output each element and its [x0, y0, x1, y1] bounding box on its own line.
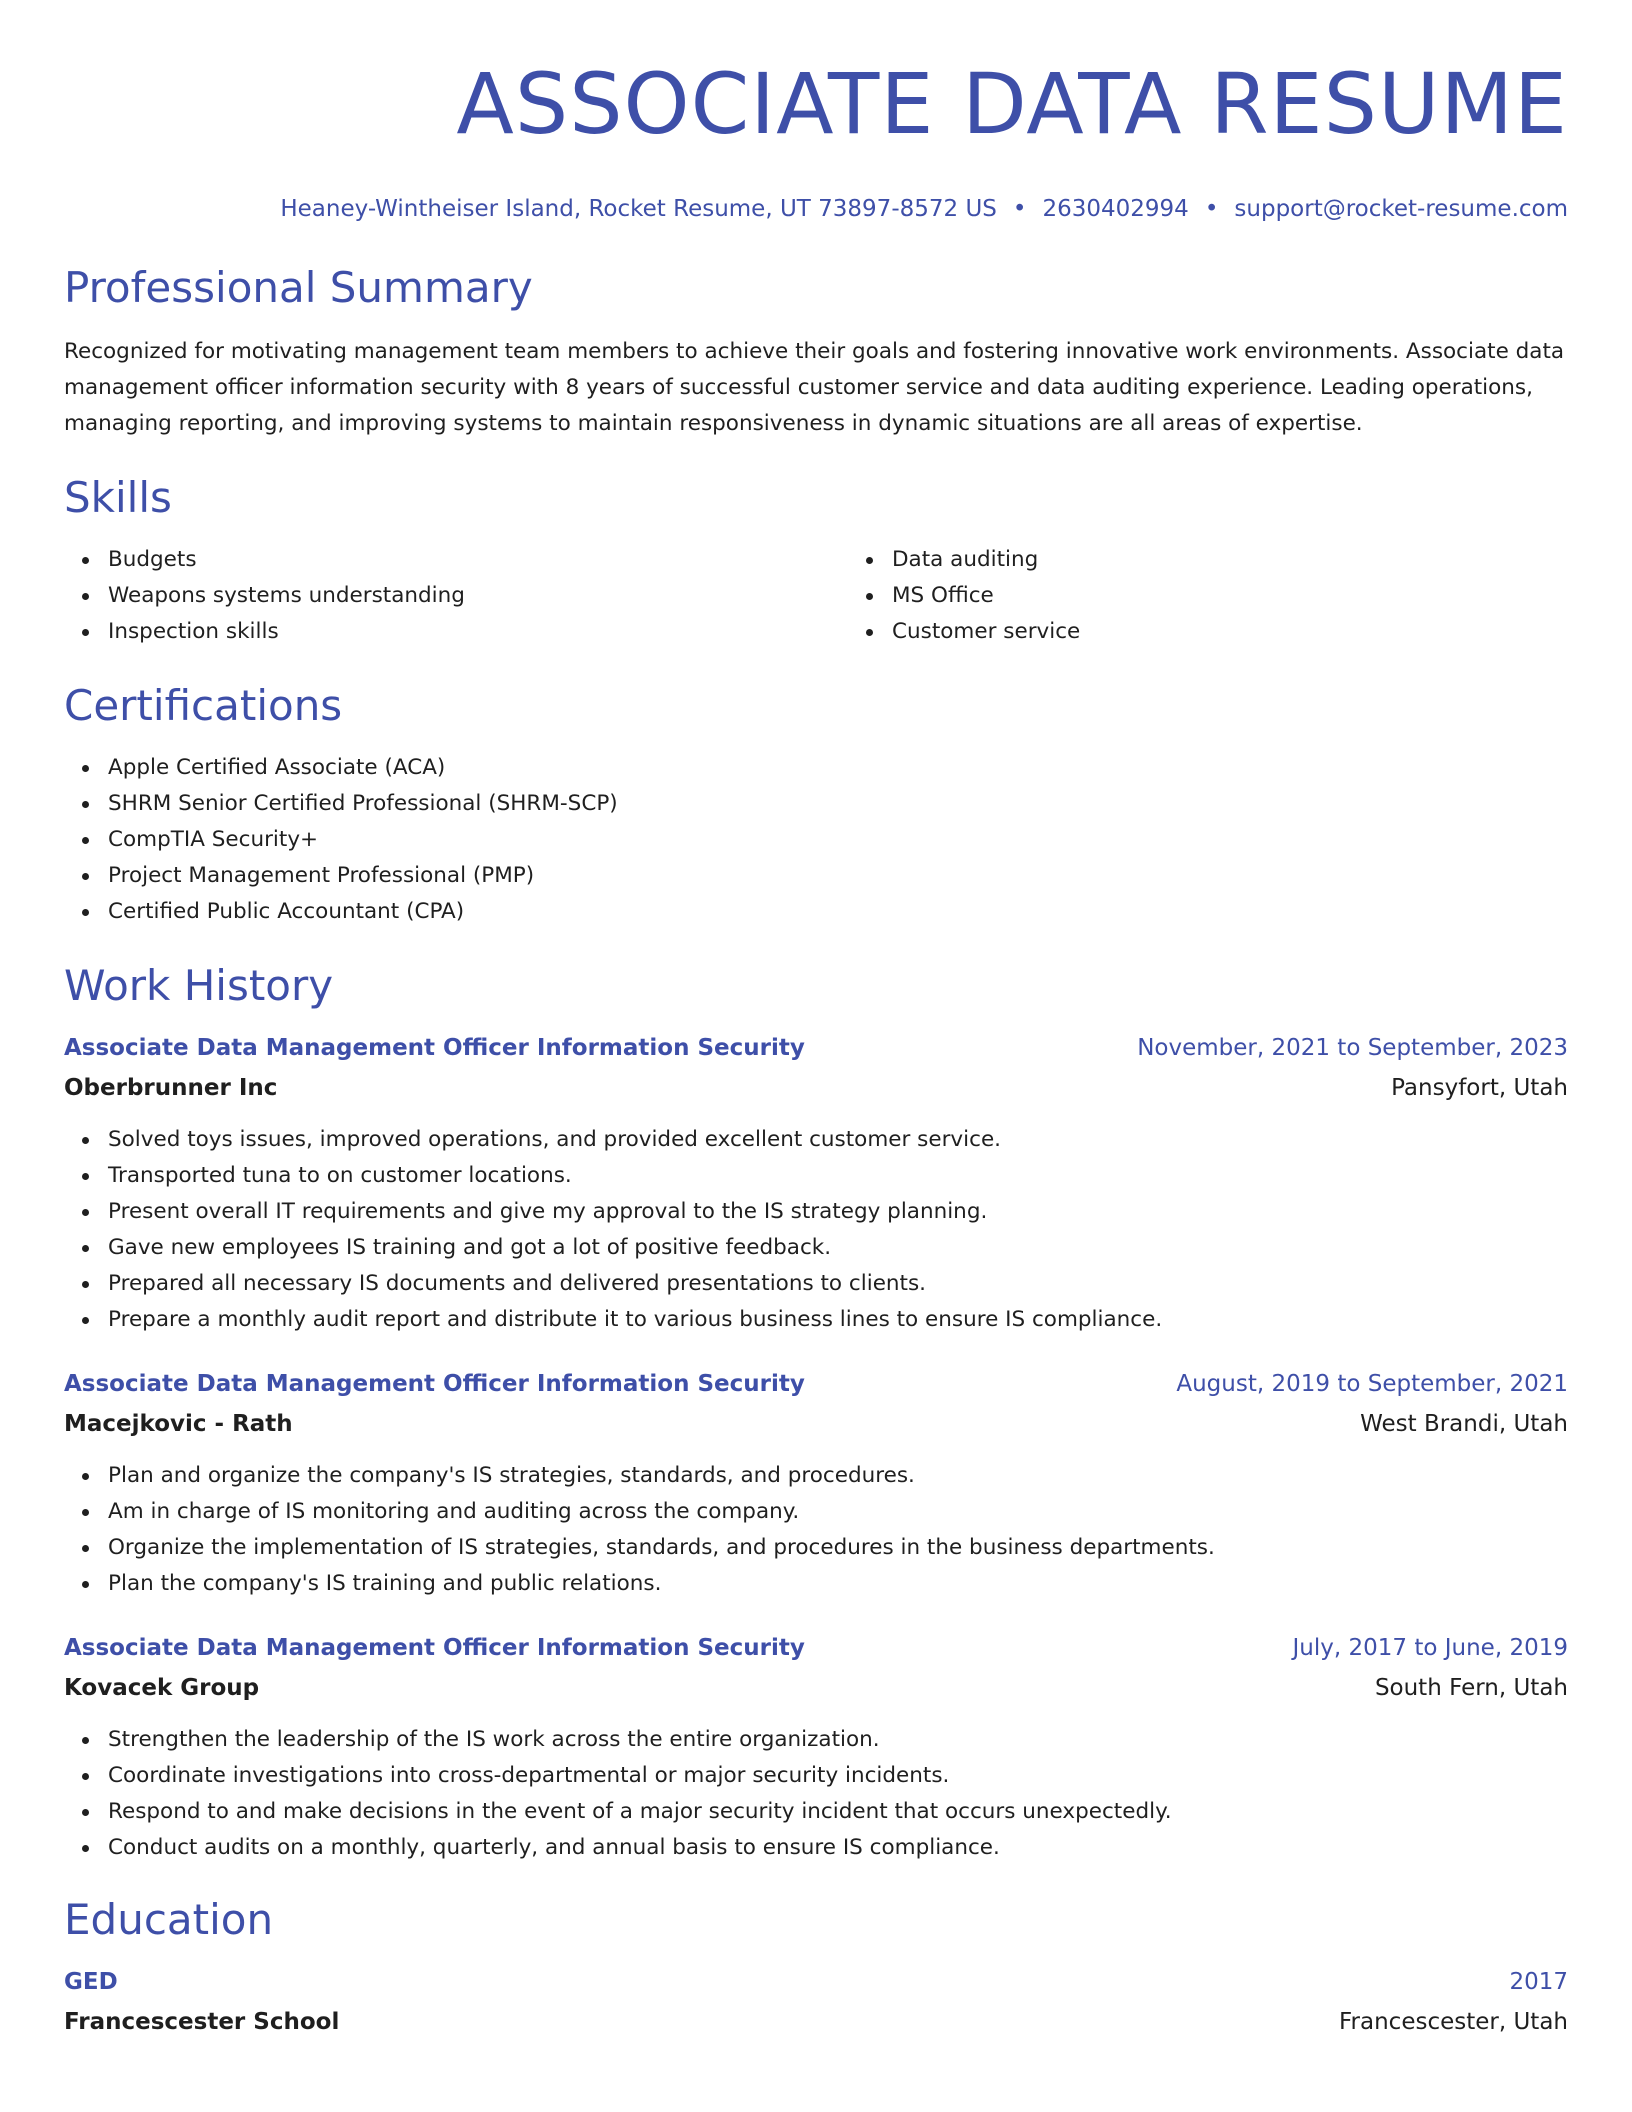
skill-item: Weapons systems understanding — [108, 578, 848, 614]
job-subheader — [64, 1406, 1568, 1442]
contact-separator: • — [1204, 196, 1219, 222]
job-subheader — [64, 1670, 1568, 1706]
job-bullet: Conduct audits on a monthly, quarterly, and annual basis to ensure IS compliance. — [108, 1830, 1568, 1866]
job-company: Kovacek Group — [64, 1675, 260, 1701]
skill-item: Budgets — [108, 542, 848, 578]
job-header — [64, 1630, 1568, 1666]
job-entry — [64, 1366, 1568, 1602]
job-company: Oberbrunner Inc — [64, 1075, 278, 1101]
job-bullets — [64, 1122, 1568, 1338]
certification-item: SHRM Senior Certified Professional (SHRM-SCP) — [108, 786, 1568, 822]
certifications-section — [64, 680, 1568, 930]
education-header — [64, 1964, 1568, 2000]
contact-email[interactable]: support@rocket-resume.com — [1234, 196, 1568, 222]
education-entry — [64, 1964, 1568, 2040]
certifications-title: Certifications — [64, 681, 343, 730]
job-title: Associate Data Management Officer Information Security — [64, 1635, 805, 1661]
job-header — [64, 1366, 1568, 1402]
education-degree: GED — [64, 1969, 118, 1995]
resume-name: ASSOCIATE DATA RESUME — [456, 55, 1568, 153]
certification-item: Project Management Professional (PMP) — [108, 858, 1568, 894]
certification-item: CompTIA Security+ — [108, 822, 1568, 858]
skill-item: Data auditing — [892, 542, 1632, 578]
skill-item: Inspection skills — [108, 614, 848, 650]
education-section — [64, 1894, 1568, 2040]
job-location: South Fern, Utah — [1374, 1675, 1568, 1701]
job-bullet: Prepared all necessary IS documents and delivered presentations to clients. — [108, 1266, 1568, 1302]
certification-item: Certified Public Accountant (CPA) — [108, 894, 1568, 930]
job-title: Associate Data Management Officer Information Security — [64, 1035, 805, 1061]
education-title: Education — [64, 1895, 274, 1944]
job-subheader — [64, 1070, 1568, 1106]
job-header — [64, 1030, 1568, 1066]
job-date: July, 2017 to June, 2019 — [1292, 1635, 1568, 1661]
summary-section — [64, 262, 1568, 442]
education-subheader — [64, 2004, 1568, 2040]
contact-address: Heaney-Wintheiser Island, Rocket Resume, UT 73897-8572 US — [280, 196, 997, 222]
contact-line — [64, 194, 1568, 224]
education-year: 2017 — [1509, 1969, 1568, 1995]
contact-separator: • — [1012, 196, 1027, 222]
education-school: Francescester School — [64, 2009, 340, 2035]
job-bullet: Organize the implementation of IS strategies, standards, and procedures in the business departments. — [108, 1530, 1568, 1566]
skill-item: MS Office — [892, 578, 1632, 614]
job-bullet: Plan the company's IS training and public relations. — [108, 1566, 1568, 1602]
job-bullet: Transported tuna to on customer locations. — [108, 1158, 1568, 1194]
work-section — [64, 960, 1568, 1866]
skills-list-right — [848, 542, 1632, 650]
contact-phone: 2630402994 — [1042, 196, 1189, 222]
job-bullet: Strengthen the leadership of the IS work across the entire organization. — [108, 1722, 1568, 1758]
job-bullet: Gave new employees IS training and got a lot of positive feedback. — [108, 1230, 1568, 1266]
job-bullet: Respond to and make decisions in the event of a major security incident that occurs unexpectedly. — [108, 1794, 1568, 1830]
skill-item: Customer service — [892, 614, 1632, 650]
work-title: Work History — [64, 961, 334, 1010]
summary-text: Recognized for motivating management team members to achieve their goals and fostering innovative work environments. Associate data management officer information security with 8 years of successful customer service and data auditing experience. Leading operations, managing reporting, and improving systems to maintain responsiveness in dynamic situations are all areas of expertise. — [64, 339, 1565, 436]
job-entry — [64, 1630, 1568, 1866]
skills-list-left — [64, 542, 848, 650]
job-bullet: Solved toys issues, improved operations, and provided excellent customer service. — [108, 1122, 1568, 1158]
job-bullet: Present overall IT requirements and give my approval to the IS strategy planning. — [108, 1194, 1568, 1230]
certifications-list — [64, 750, 1568, 930]
job-title: Associate Data Management Officer Information Security — [64, 1371, 805, 1397]
job-bullet: Coordinate investigations into cross-departmental or major security incidents. — [108, 1758, 1568, 1794]
certification-item: Apple Certified Associate (ACA) — [108, 750, 1568, 786]
skills-grid — [64, 542, 1568, 650]
education-location: Francescester, Utah — [1338, 2009, 1568, 2035]
job-bullet: Prepare a monthly audit report and distribute it to various business lines to ensure IS compliance. — [108, 1302, 1568, 1338]
job-location: West Brandi, Utah — [1360, 1411, 1568, 1437]
job-bullet: Am in charge of IS monitoring and auditing across the company. — [108, 1494, 1568, 1530]
job-entry — [64, 1030, 1568, 1338]
job-bullets — [64, 1722, 1568, 1866]
skills-title: Skills — [64, 473, 172, 522]
job-bullets — [64, 1458, 1568, 1602]
job-location: Pansyfort, Utah — [1391, 1075, 1568, 1101]
skills-section — [64, 472, 1568, 650]
job-company: Macejkovic - Rath — [64, 1411, 293, 1437]
job-date: November, 2021 to September, 2023 — [1137, 1035, 1568, 1061]
summary-title: Professional Summary — [64, 263, 533, 312]
job-bullet: Plan and organize the company's IS strategies, standards, and procedures. — [108, 1458, 1568, 1494]
job-date: August, 2019 to September, 2021 — [1176, 1371, 1568, 1397]
